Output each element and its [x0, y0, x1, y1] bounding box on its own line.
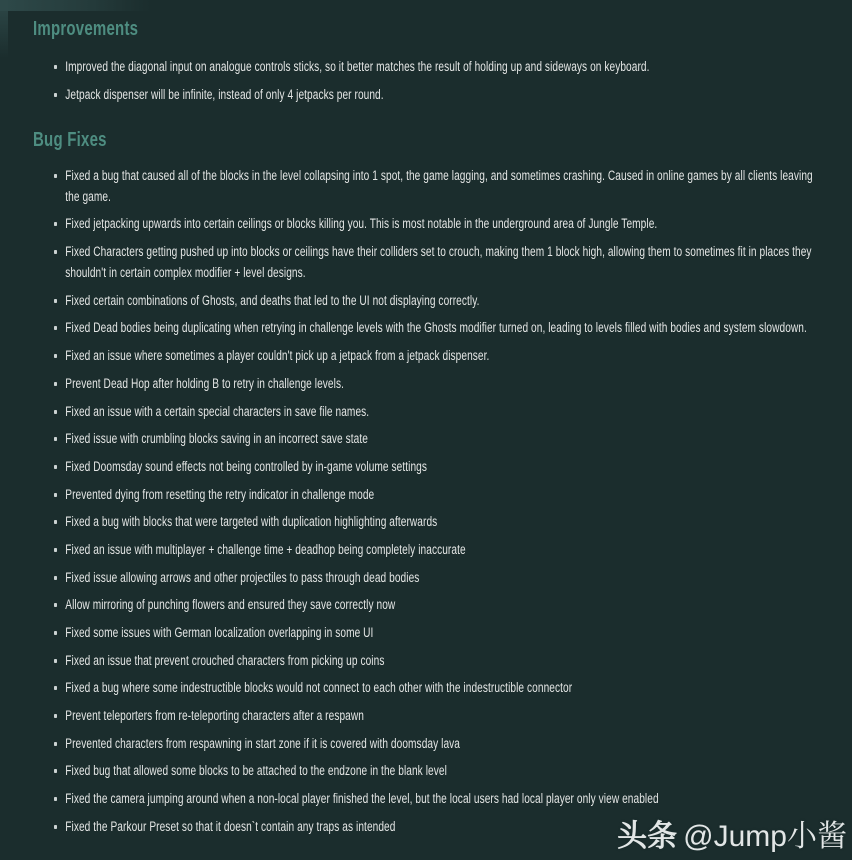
- list-item: [33, 290, 822, 311]
- list-item-text: Fixed bug that allowed some blocks to be attached to the endzone in the blank level: [65, 763, 447, 779]
- list-item-text: Fixed a bug where some indestructible blocks would not connect to each other with the indestructible connector: [65, 680, 573, 696]
- bullet-icon: [54, 631, 57, 635]
- bullet-icon: [54, 354, 57, 358]
- list-item-text: Prevent Dead Hop after holding B to retry in challenge levels.: [65, 375, 344, 391]
- list-item: [33, 456, 822, 477]
- list-item-text: Fixed an issue with a certain special characters in save file names.: [65, 403, 370, 419]
- list-item: [33, 165, 822, 207]
- list-item-text: Fixed a bug that caused all of the blocks in the level collapsing into 1 spot, the game lagging, and sometimes crashing. Caused in online games by all clients leaving the game.: [65, 167, 813, 204]
- section-title-improvements: Improvements: [33, 18, 139, 40]
- list-item: [33, 373, 822, 394]
- list-item: [33, 56, 822, 77]
- list-item: [33, 484, 822, 505]
- bullet-icon: [54, 548, 57, 552]
- list-item-text: Fixed Characters getting pushed up into blocks or ceilings have their colliders set to crouch, making them 1 block high, allowing them to sometimes fit in places they shouldn't in certain complex modifier + level designs.: [65, 244, 812, 281]
- left-edge-highlight: [0, 0, 8, 58]
- bullet-icon: [54, 93, 57, 97]
- bullet-icon: [54, 65, 57, 69]
- bullet-icon: [54, 250, 57, 254]
- list-item-text: Improved the diagonal input on analogue controls sticks, so it better matches the result of holding up and sideways on keyboard.: [65, 59, 650, 74]
- list-item: [33, 705, 822, 726]
- list-item-text: Prevented dying from resetting the retry indicator in challenge mode: [65, 486, 375, 502]
- list-item: [33, 213, 822, 234]
- list-item-text: Fixed jetpacking upwards into certain ceilings or blocks killing you. This is most notable in the underground area of Jungle Temple.: [65, 216, 658, 232]
- list-item: [33, 788, 822, 809]
- list-item: [33, 84, 822, 105]
- list-item-text: Prevent teleporters from re-teleporting characters after a respawn: [65, 708, 364, 724]
- list-item-text: Fixed the camera jumping around when a non-local player finished the level, but the local users had local player only view enabled: [65, 791, 659, 807]
- list-item-text: Prevented characters from respawning in start zone if it is covered with doomsday lava: [65, 735, 461, 751]
- bullet-icon: [54, 465, 57, 469]
- bullet-icon: [54, 299, 57, 303]
- list-item-text: Fixed an issue with multiplayer + challenge time + deadhop being completely inaccurate: [65, 541, 466, 557]
- bullet-icon: [54, 825, 57, 829]
- list-item: [33, 539, 822, 560]
- list-item: [33, 241, 822, 283]
- list-item: [33, 733, 822, 754]
- list-item: [33, 345, 822, 366]
- list-item: [33, 317, 822, 338]
- bullet-icon: [54, 797, 57, 801]
- watermark: [617, 820, 847, 854]
- list-item-text: Fixed certain combinations of Ghosts, and deaths that led to the UI not displaying correctly.: [65, 292, 480, 308]
- list-item: [33, 511, 822, 532]
- bullet-icon: [54, 603, 57, 607]
- list-item: [33, 594, 822, 615]
- list-item-text: Fixed issue with crumbling blocks saving in an incorrect save state: [65, 431, 368, 447]
- list-item-text: Fixed some issues with German localization overlapping in some UI: [65, 625, 374, 640]
- list-item-text: Fixed Doomsday sound effects not being controlled by in-game volume settings: [65, 458, 428, 474]
- bullet-icon: [54, 742, 57, 746]
- section-bug-fixes: [33, 127, 822, 837]
- list-item: [33, 622, 822, 643]
- list-item-text: Fixed a bug with blocks that were targeted with duplication highlighting afterwards: [65, 514, 438, 530]
- list-item: [33, 428, 822, 449]
- bullet-icon: [54, 659, 57, 663]
- bullet-icon: [54, 769, 57, 773]
- list-item-text: Fixed an issue that prevent crouched characters from picking up coins: [65, 652, 385, 668]
- bullet-icon: [54, 410, 57, 414]
- bullet-icon: [54, 714, 57, 718]
- patch-notes-content: [33, 0, 822, 844]
- list-item-text: Allow mirroring of punching flowers and ensured they save correctly now: [65, 597, 396, 613]
- bullet-icon: [54, 174, 57, 178]
- bullet-icon: [54, 437, 57, 441]
- section-improvements: [33, 16, 822, 105]
- bullet-icon: [54, 222, 57, 226]
- watermark-prefix: 头条: [617, 820, 678, 853]
- list-item-text: Fixed an issue where sometimes a player couldn't pick up a jetpack from a jetpack dispenser.: [65, 348, 490, 364]
- list-item: [33, 401, 822, 422]
- list-item-text: Fixed Dead bodies being duplicating when retrying in challenge levels with the Ghosts modifier turned on, leading to levels filled with bodies and system slowdown.: [65, 320, 807, 336]
- bullet-icon: [54, 493, 57, 497]
- bullet-icon: [54, 520, 57, 524]
- list-item-text: Fixed issue allowing arrows and other projectiles to pass through dead bodies: [65, 569, 420, 585]
- bullet-icon: [54, 382, 57, 386]
- improvements-list: [33, 56, 822, 105]
- list-item: [33, 760, 822, 781]
- section-title-bug-fixes: Bug Fixes: [33, 128, 107, 151]
- list-item-text: Jetpack dispenser will be infinite, instead of only 4 jetpacks per round.: [65, 86, 384, 102]
- list-item: [33, 677, 822, 698]
- bullet-icon: [54, 576, 57, 580]
- bullet-icon: [54, 326, 57, 330]
- list-item: [33, 567, 822, 588]
- bug-fixes-list: [33, 165, 822, 837]
- bullet-icon: [54, 686, 57, 690]
- list-item-text: Fixed the Parkour Preset so that it doesn`t contain any traps as intended: [65, 818, 396, 834]
- list-item: [33, 650, 822, 671]
- watermark-handle: @Jump小酱: [683, 820, 847, 853]
